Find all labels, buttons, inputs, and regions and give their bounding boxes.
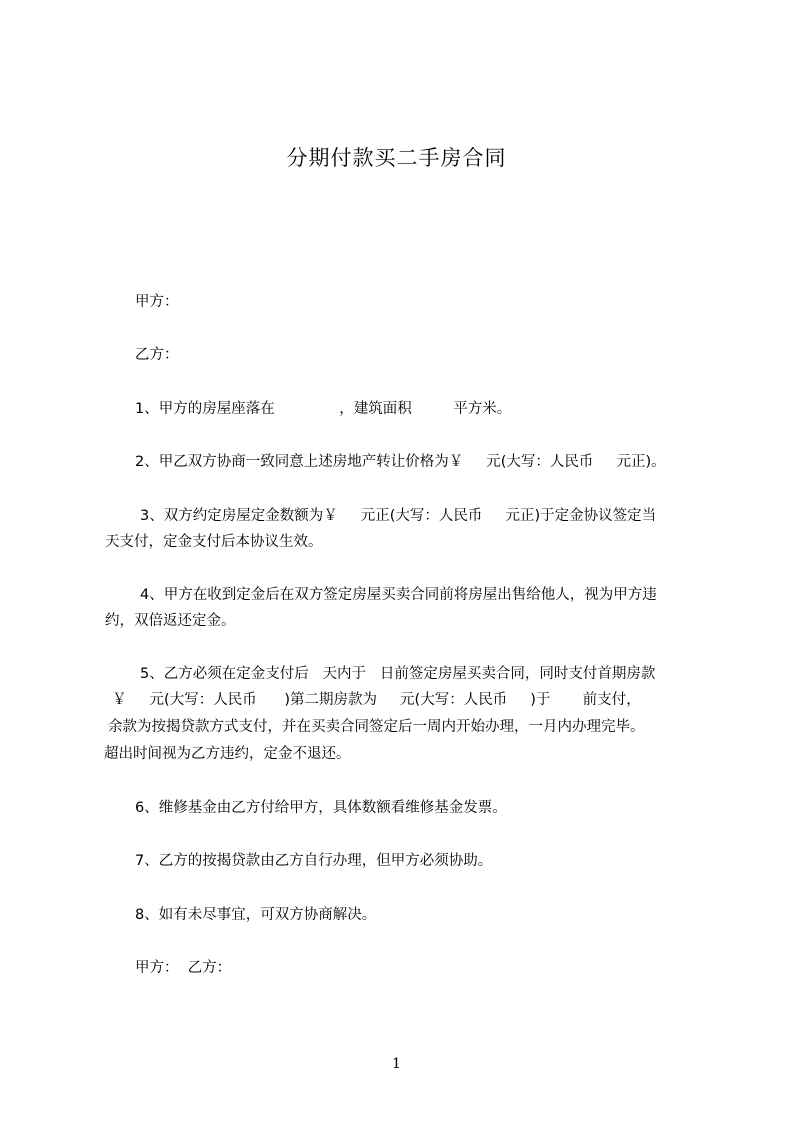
clause-4-line-1: 4、甲方在收到定金后在双方签定房屋买卖合同前将房屋出售给他人，视为甲方违 [140, 587, 657, 603]
clause-7: 7、乙方的按揭贷款由乙方自行办理，但甲方必须协助。 [135, 853, 493, 869]
clause-5-line-1: 5、乙方必须在定金支付后 天内于 日前签定房屋买卖合同，同时支付首期房款 [140, 666, 656, 682]
clause-4-line-2: 约，双倍返还定金。 [105, 613, 236, 629]
clause-3-line-1: 3、双方约定房屋定金数额为￥ 元正(大写：人民币 元正)于定金协议签定当 [140, 508, 657, 524]
party-b-line: 乙方： [135, 347, 179, 363]
clause-2: 2、甲乙双方协商一致同意上述房地产转让价格为￥ 元(大写：人民币 元正)。 [135, 454, 666, 470]
clause-5-line-3: 余款为按揭贷款方式支付，并在买卖合同签定后一周内开始办理，一月内办理完毕。 [108, 719, 645, 735]
page-title: 分期付款买二手房合同 [286, 146, 507, 170]
signature-line: 甲方： 乙方： [135, 960, 232, 976]
clause-6: 6、维修基金由乙方付给甲方，具体数额看维修基金发票。 [135, 800, 507, 816]
clause-5-line-2: ￥ 元(大写：人民币 )第二期房款为 元(大写：人民币 )于 前支付， [112, 692, 641, 708]
clause-5-line-4: 超出时间视为乙方违约，定金不退还。 [104, 746, 351, 762]
party-a-line: 甲方： [135, 294, 179, 310]
clause-1: 1、甲方的房屋座落在 ，建筑面积 平方米。 [135, 401, 512, 417]
page-number: 1 [392, 1056, 401, 1072]
clause-3-line-2: 天支付，定金支付后本协议生效。 [105, 534, 323, 550]
clause-8: 8、如有未尽事宜，可双方协商解决。 [135, 907, 377, 923]
